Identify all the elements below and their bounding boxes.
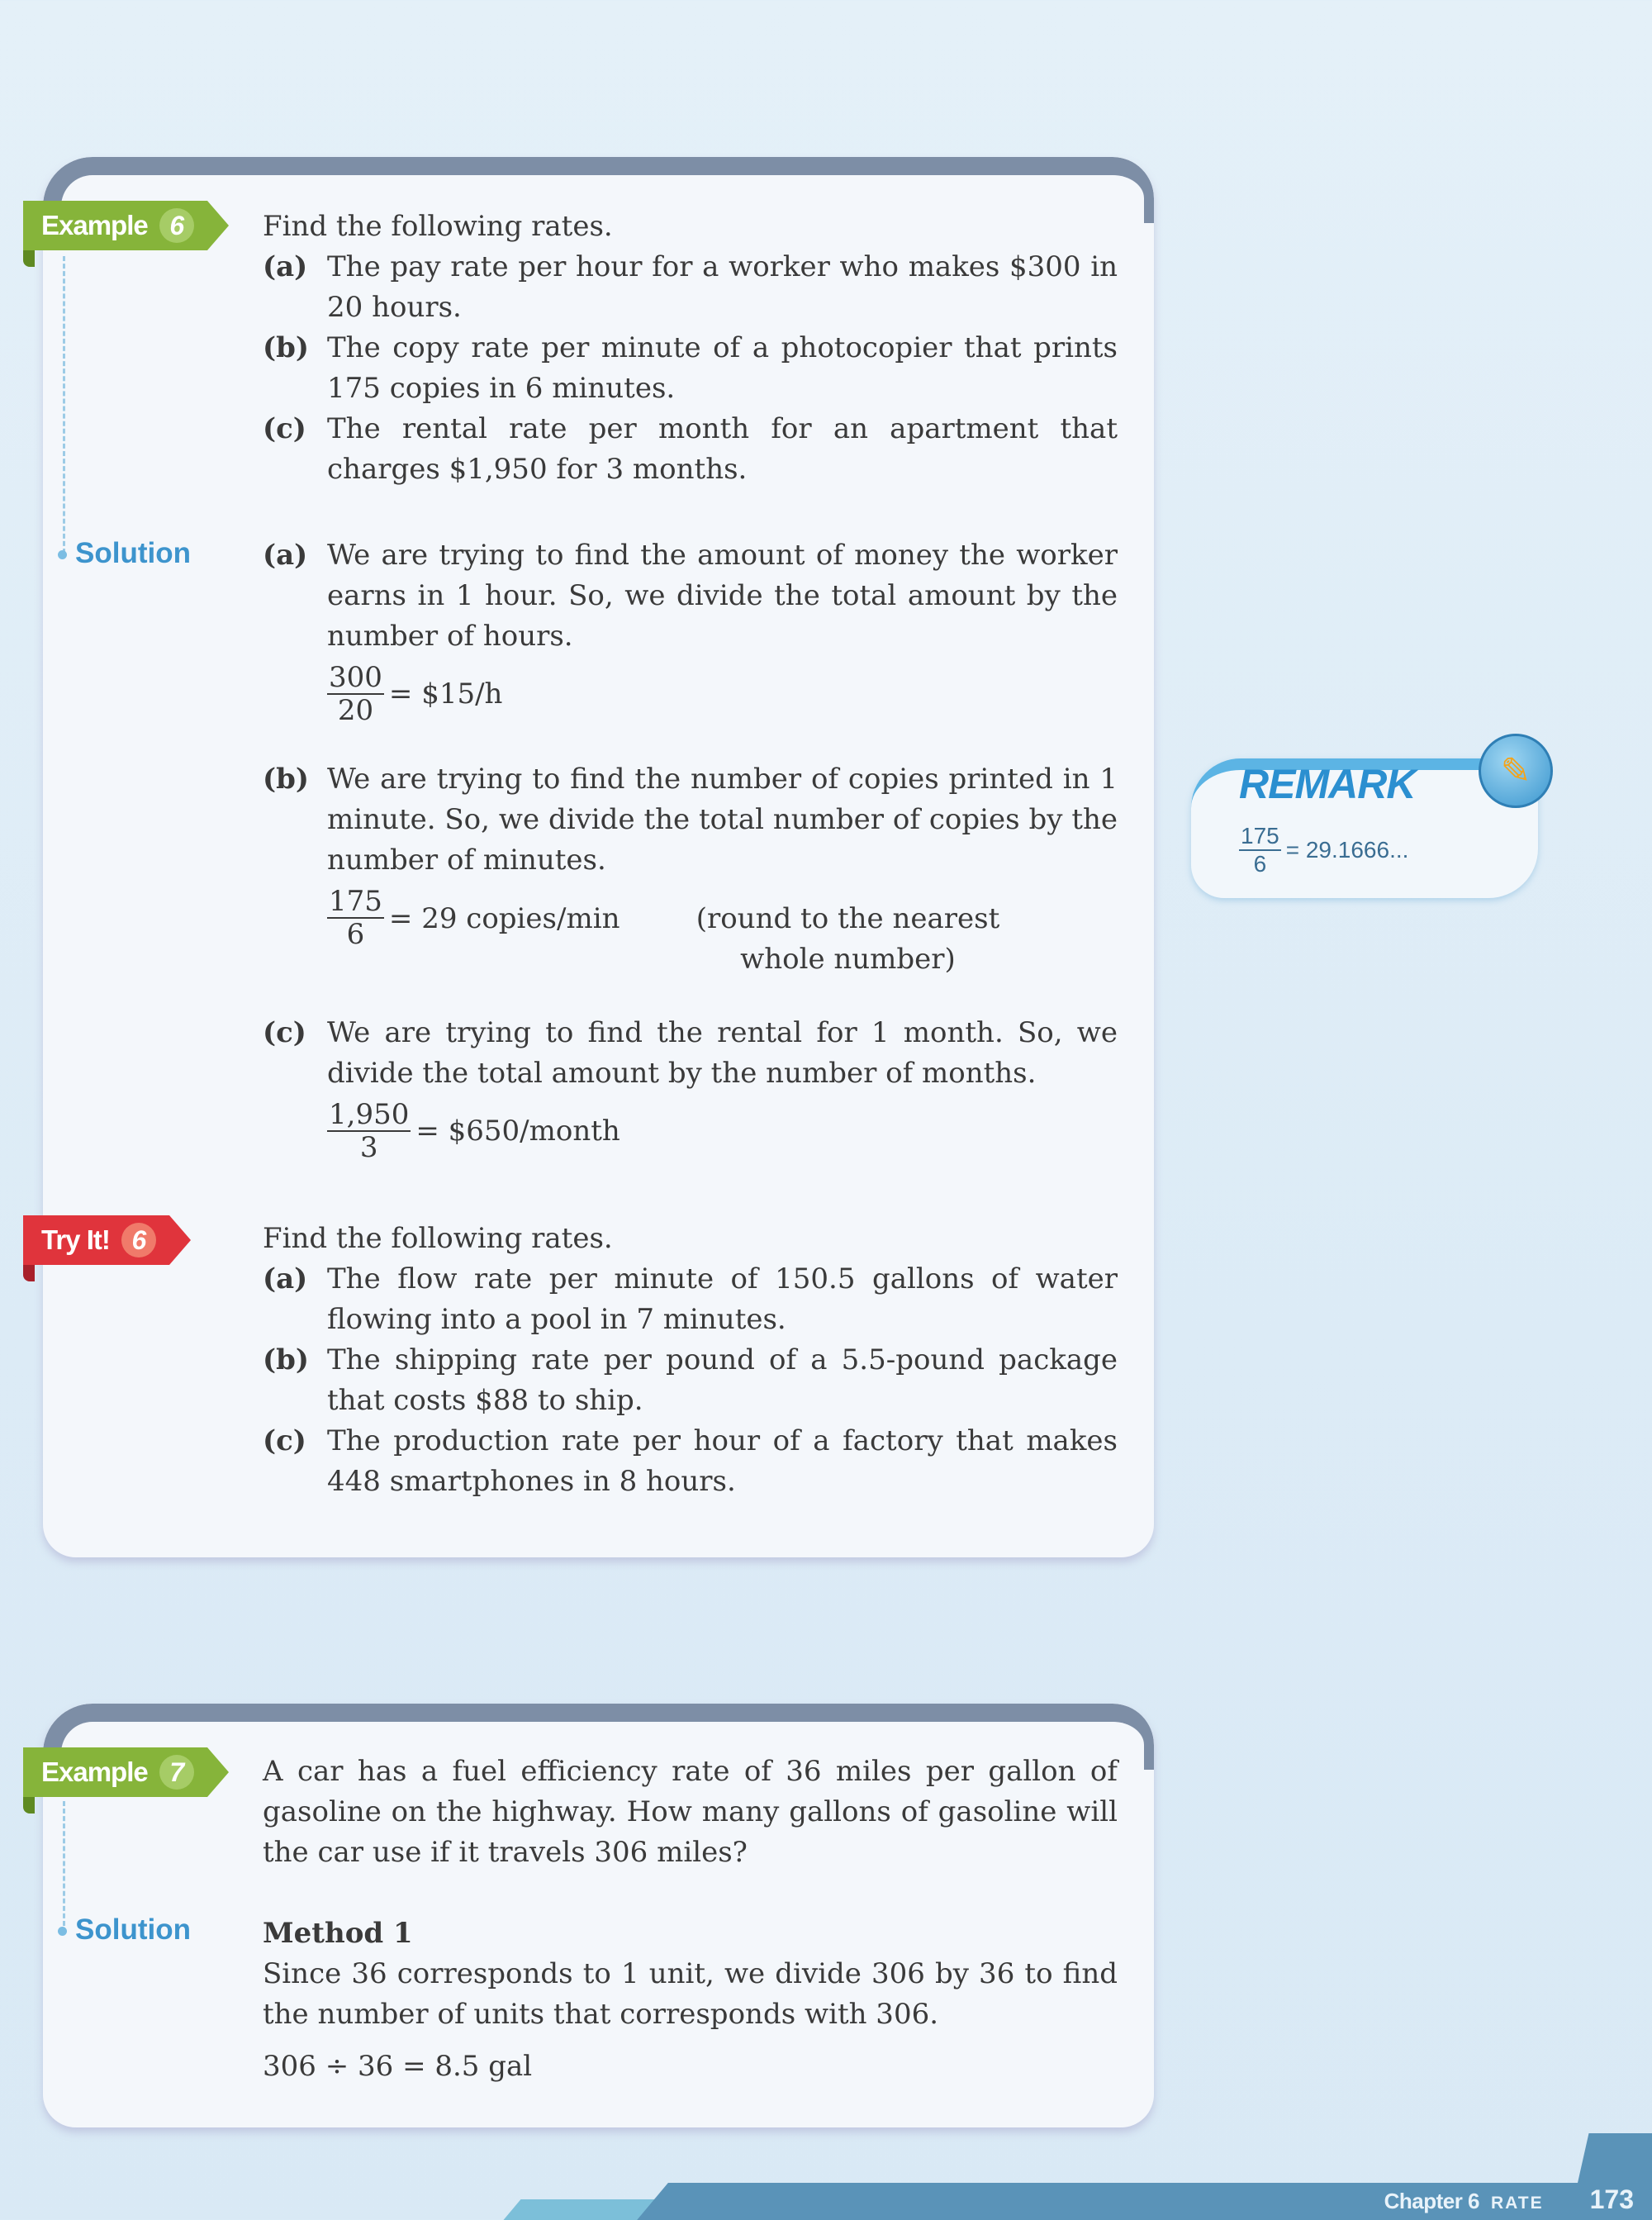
question-item: (a) The flow rate per minute of 150.5 gallons of water flowing into a pool in 7 minutes. (263, 1262, 1118, 1336)
question-item: (c) The rental rate per month for an apartment that charges $1,950 for 3 months. (263, 412, 1118, 486)
chapter-topic: RATE (1491, 2194, 1544, 2213)
equation: 306 ÷ 36 = 8.5 gal (263, 2050, 533, 2083)
rounding-note: (round to the nearest whole number) (695, 902, 1000, 976)
solution-item: (a) We are trying to find the amount of money the worker earns in 1 hour. So, we divide the total amount by the number of hours. $\frac{300}{20}$ = $15/h (263, 539, 1118, 727)
method-title: Method 1 (263, 1917, 413, 1950)
badge-number: 6 (159, 208, 194, 243)
remark-title: REMARK (1239, 761, 1416, 807)
badge-label: Example (41, 1757, 148, 1787)
pencil-figure-icon: ✎ (1479, 734, 1553, 808)
example-6-intro: Find the following rates. (263, 210, 613, 243)
solution-item: (c) We are trying to find the rental for 1 month. So, we divide the total amount by the number of months. (263, 1016, 1118, 1090)
try-it-6-badge (23, 1215, 169, 1265)
question-item: (a) The pay rate per hour for a worker who makes $300 in 20 hours. (263, 250, 1118, 324)
equation: $\frac{300}{20}$ = $15/h (329, 661, 503, 727)
badge-label: Example (41, 210, 148, 240)
solution-item: (b) We are trying to find the number of copies printed in 1 minute. So, we divide the total number of copies by the number of minutes. $\frac{175}{6}$ = 29 copies/min (round to the nearest whole number) (263, 759, 1118, 995)
footer (1384, 2184, 1634, 2215)
example-7-badge (23, 1747, 207, 1797)
question-item: (b) The shipping rate per pound of a 5.5-pound package that costs $88 to ship. (263, 1343, 1118, 1417)
remark-box (1191, 725, 1555, 891)
example-7-solution (263, 1913, 1118, 2087)
fraction: $\frac{175}{6}$ (329, 885, 382, 951)
example-6-solution (263, 535, 1118, 1178)
try-it-6-question: Find the following rates. (a) The flow rate per minute of 150.5 gallons of water flowing into a pool in 7 minutes. (b) The shipping rate per pound of a 5.5-pound package that costs $88 to ship. (c) The production rate per hour of a factory that makes 448 smartphones in 8 hours. (263, 1219, 1118, 1502)
fraction: $\frac{1,950}{3}$ (329, 1098, 410, 1164)
page-number: 173 (1589, 2184, 1634, 2214)
dashed-connector (63, 256, 65, 554)
example-6-question (263, 207, 1118, 490)
solution-label: Solution (58, 537, 191, 570)
equation: $\frac{175}{6}$ = 29 copies/min (round to the nearest whole number) (327, 886, 1118, 980)
example-6-badge (23, 201, 207, 250)
badge-number: 7 (159, 1755, 194, 1790)
chapter-label: Chapter 6 (1384, 2189, 1479, 2213)
remark-expression: $\frac{175}{6}$ = 29.1666... (1241, 823, 1409, 877)
fraction: $\frac{175}{6}$ (1241, 823, 1279, 877)
equation: $\frac{1,950}{3}$ = $650/month (329, 1098, 620, 1164)
badge-label: Try It! (41, 1224, 110, 1255)
example-7-question: A car has a fuel efficiency rate of 36 miles per gallon of gasoline on the highway. How many gallons of gasoline will the car use if it travels 306 miles? (263, 1755, 1118, 1869)
badge-number: 6 (121, 1223, 156, 1257)
question-item: (c) The production rate per hour of a factory that makes 448 smartphones in 8 hours. (263, 1424, 1118, 1498)
solution-label: Solution (58, 1913, 191, 1947)
fraction: $\frac{300}{20}$ (329, 661, 382, 727)
method-text: Since 36 corresponds to 1 unit, we divide 306 by 36 to find the number of units that corresponds with 306. (263, 1957, 1118, 2031)
question-item: (b) The copy rate per minute of a photocopier that prints 175 copies in 6 minutes. (263, 331, 1118, 405)
